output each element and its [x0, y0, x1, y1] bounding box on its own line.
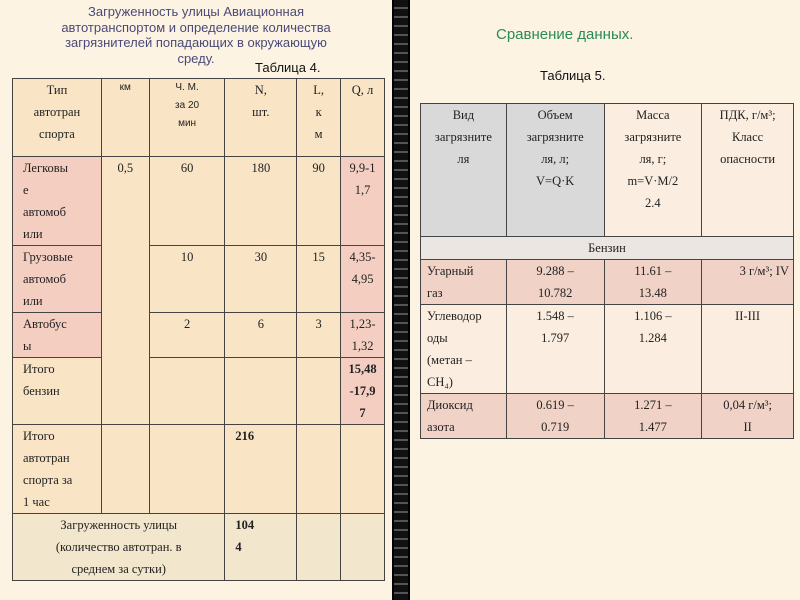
text-line: Угарный — [427, 264, 474, 278]
t5-head-volume — [506, 104, 604, 237]
text-line: 11.61 – — [634, 264, 672, 278]
t4-total-name — [13, 425, 102, 514]
t4-benzin-empty-l — [297, 358, 341, 425]
t5-row1-mass — [604, 260, 702, 305]
text-line: N, — [254, 83, 267, 97]
text-line: 1.797 — [541, 331, 570, 345]
text-line: Объем — [537, 108, 573, 122]
t4-row2-name — [13, 246, 102, 313]
t5-head-kind — [421, 104, 507, 237]
text-line: 4 — [235, 540, 242, 554]
t4-row3-q — [341, 313, 385, 358]
text-line: Грузовые — [23, 250, 73, 264]
text-line: 1,23- — [349, 317, 376, 331]
t4-row2-chm: 10 — [149, 246, 225, 313]
text-line: 4,35- — [349, 250, 376, 264]
table5-caption: Таблица 5. — [540, 68, 606, 83]
text-line: 1 час — [23, 495, 50, 509]
text-line: автомоб — [23, 272, 66, 286]
text-line: Загруженность улицы Авиационная — [87, 4, 304, 19]
text-line: ля, л; — [541, 152, 570, 166]
text-line: мин — [178, 118, 197, 129]
text-line: 0.719 — [541, 420, 570, 434]
t5-row1-name — [421, 260, 507, 305]
t4-load-label — [13, 514, 225, 581]
text-line: спорта за — [23, 473, 73, 487]
table4-caption: Таблица 4. — [255, 60, 321, 75]
text-line: 1.271 – — [634, 398, 672, 412]
t4-row3-n: 6 — [225, 313, 297, 358]
text-line: 0,04 г/м³; — [723, 398, 772, 412]
t4-row1-n: 180 — [225, 157, 297, 246]
table-row — [13, 425, 385, 514]
t5-head-pdk — [702, 104, 794, 237]
table-row — [13, 246, 385, 313]
t5-head-mass — [604, 104, 702, 237]
text-line: 15,48 — [348, 362, 377, 376]
t4-row3-l: 3 — [297, 313, 341, 358]
t4-km-value: 0,5 — [101, 157, 149, 425]
text-line: ля, г; — [639, 152, 667, 166]
t4-load-value — [225, 514, 297, 581]
text-line: загрязнителей попадающих в окружающую — [65, 35, 327, 50]
text-line: бензин — [23, 384, 60, 398]
text-line: 13.48 — [638, 286, 667, 300]
table5-band-row — [421, 237, 794, 260]
table-5 — [420, 103, 794, 439]
text-line: 10.782 — [537, 286, 573, 300]
t4-row1-name — [13, 157, 102, 246]
t4-head-chm — [149, 79, 225, 157]
table-row — [13, 514, 385, 581]
t5-row3-pdk — [702, 394, 794, 439]
text-line: 7 — [359, 406, 366, 420]
text-line: Класс — [731, 130, 764, 144]
text-line: среду. — [177, 50, 215, 66]
text-line: 1,32 — [351, 339, 374, 353]
text-line: Ч. М. — [175, 82, 199, 93]
text-line: спорта — [39, 127, 75, 141]
t4-benzin-empty-n — [225, 358, 297, 425]
t4-row1-l: 90 — [297, 157, 341, 246]
t4-row3-chm: 2 — [149, 313, 225, 358]
table-row — [421, 260, 794, 305]
text-line: m=V·M/2 — [627, 174, 679, 188]
text-line: Загруженность улицы — [60, 518, 178, 532]
text-line: Масса — [636, 108, 670, 122]
t4-total-empty-q — [341, 425, 385, 514]
t5-row2-mass — [604, 305, 702, 394]
text-line: 104 — [235, 518, 255, 532]
text-line: 0.619 – — [536, 398, 574, 412]
table-row — [13, 157, 385, 246]
t4-head-l — [297, 79, 341, 157]
t4-row3-name — [13, 313, 102, 358]
text-line: автотран — [33, 105, 81, 119]
text-line: Тип — [46, 83, 68, 97]
t4-row2-q — [341, 246, 385, 313]
t5-row3-name — [421, 394, 507, 439]
table-row — [421, 305, 794, 394]
text-line: Углеводор — [427, 309, 482, 323]
t5-row2-pdk — [702, 305, 794, 394]
table5-header-row — [421, 104, 794, 237]
text-line: среднем за сутки) — [71, 562, 166, 576]
t4-benzin-name — [13, 358, 102, 425]
table-4 — [12, 78, 385, 581]
text-line: L, — [313, 83, 324, 97]
text-line: загрязните — [624, 130, 682, 144]
text-line: 1.477 — [638, 420, 667, 434]
text-line: 1.284 — [638, 331, 667, 345]
text-line: Легковы — [23, 161, 69, 175]
text-line: Итого — [23, 429, 55, 443]
t4-load-empty-l — [297, 514, 341, 581]
t5-band-benzin: Бензин — [421, 237, 794, 260]
t5-row1-pdk — [702, 260, 794, 305]
text-line: автомоб — [23, 205, 66, 219]
text-line: Итого — [23, 362, 55, 376]
t5-row1-volume — [506, 260, 604, 305]
t5-row3-mass — [604, 394, 702, 439]
text-line: 4,95 — [351, 272, 374, 286]
text-line: 2.4 — [645, 196, 661, 210]
t4-head-n — [225, 79, 297, 157]
text-line: шт. — [252, 105, 270, 119]
t4-total-empty-km — [101, 425, 149, 514]
text-line: V=Q·K — [536, 174, 575, 188]
text-line: м — [314, 127, 323, 141]
table-row — [13, 358, 385, 425]
text-line: 3 г/м³; IV — [739, 264, 789, 278]
t5-row3-volume — [506, 394, 604, 439]
t4-load-empty-q — [341, 514, 385, 581]
text-line: е — [23, 183, 29, 197]
book-spine — [392, 0, 410, 600]
t4-total-empty-l — [297, 425, 341, 514]
text-line: или — [23, 227, 43, 241]
text-line: опасности — [720, 152, 776, 166]
text-line: (метан – — [427, 353, 472, 367]
table-row — [421, 394, 794, 439]
t4-head-type — [13, 79, 102, 157]
text-line: Вид — [452, 108, 475, 122]
right-page-title: Сравнение данных. — [496, 26, 634, 43]
t4-total-n: 216 — [225, 425, 297, 514]
text-line: загрязните — [526, 130, 584, 144]
text-line: II-III — [735, 309, 761, 323]
text-line: 9.288 – — [536, 264, 574, 278]
text-line: -17,9 — [349, 384, 376, 398]
table4-header-row — [13, 79, 385, 157]
text-line: CH₄) — [427, 375, 453, 389]
text-line: II — [743, 420, 752, 434]
text-line: ПДК, г/м³; — [719, 108, 776, 122]
t5-row2-volume — [506, 305, 604, 394]
text-line: 9,9-1 — [349, 161, 376, 175]
text-line: азота — [427, 420, 455, 434]
t4-row2-l: 15 — [297, 246, 341, 313]
text-line: Автобус — [23, 317, 67, 331]
text-line: Диоксид — [427, 398, 473, 412]
text-line: оды — [427, 331, 448, 345]
t4-head-km: км — [101, 79, 149, 157]
text-line: загрязните — [434, 130, 492, 144]
text-line: или — [23, 294, 43, 308]
t4-row2-n: 30 — [225, 246, 297, 313]
text-line: к — [315, 105, 322, 119]
text-line: автотран — [23, 451, 70, 465]
text-line: 1,7 — [354, 183, 371, 197]
text-line: газ — [427, 286, 443, 300]
text-line: за 20 — [175, 100, 200, 111]
text-line: автотранспортом и определение количества — [61, 19, 331, 35]
text-line: ля — [457, 152, 470, 166]
text-line: ы — [23, 339, 32, 353]
t4-total-empty-chm — [149, 425, 225, 514]
t4-row1-q — [341, 157, 385, 246]
text-line: 1.548 – — [536, 309, 574, 323]
t4-benzin-q — [341, 358, 385, 425]
table-row — [13, 313, 385, 358]
left-page-title — [6, 4, 386, 66]
t4-row1-chm: 60 — [149, 157, 225, 246]
t4-head-q: Q, л — [341, 79, 385, 157]
t4-benzin-empty-chm — [149, 358, 225, 425]
t5-row2-name — [421, 305, 507, 394]
text-line: (количество автотран. в — [55, 540, 182, 554]
text-line: 1.106 – — [634, 309, 672, 323]
